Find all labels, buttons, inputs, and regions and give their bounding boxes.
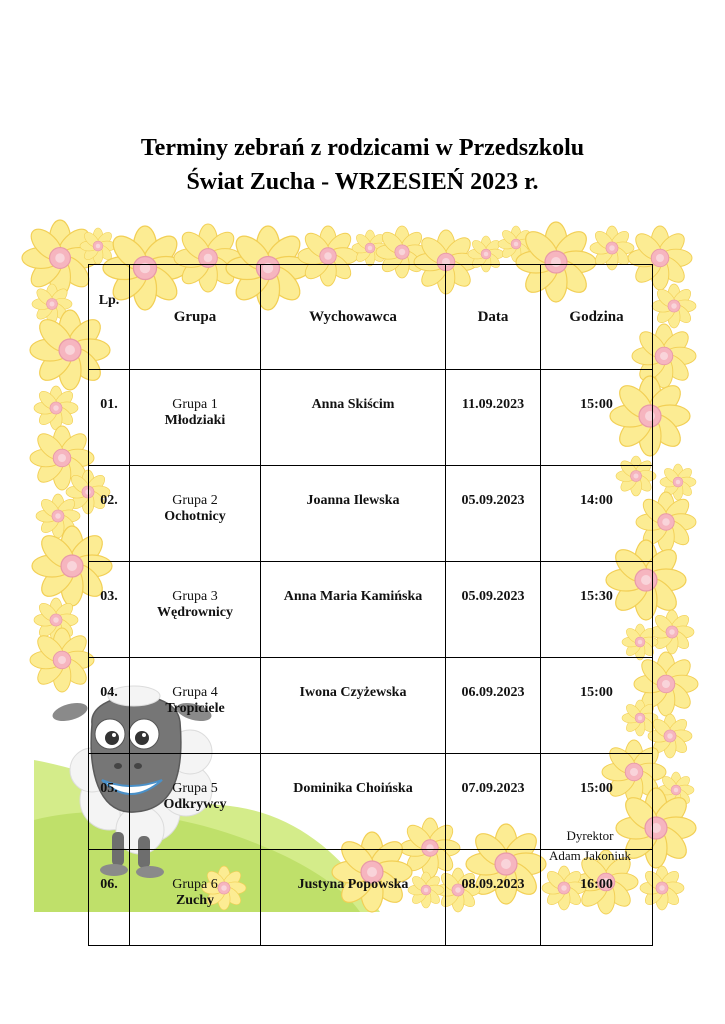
row-lp: 02. [89,466,130,562]
row-date: 06.09.2023 [446,658,541,754]
row-group [130,562,261,658]
row-lp: 01. [89,370,130,466]
row-lp: 05. [89,754,130,850]
flower-icon [34,386,78,430]
signature-name: Adam Jakoniuk [549,848,631,863]
table-row [89,562,653,658]
row-teacher: Justyna Popowska [261,850,446,946]
row-lp: 06. [89,850,130,946]
group-number: Grupa 1 [172,397,218,412]
row-lp: 04. [89,658,130,754]
row-group [130,466,261,562]
column-header-lp: Lp. [89,265,130,370]
row-date: 07.09.2023 [446,754,541,850]
flower-icon [650,610,694,654]
group-name: Zuchy [175,893,215,908]
row-time: 15:00 [541,754,653,850]
row-group [130,370,261,466]
page-title-line-1: Terminy zebrań z rodzicami w Przedszkolu [140,135,585,161]
group-number: Grupa 3 [172,589,218,604]
row-date: 05.09.2023 [446,466,541,562]
row-date: 11.09.2023 [446,370,541,466]
page-title-line-2: Świat Zucha - WRZESIEŃ 2023 r. [186,169,539,195]
row-time: 15:30 [541,562,653,658]
table-row [89,466,653,562]
row-group [130,754,261,850]
group-name: Odkrywcy [163,797,227,812]
row-teacher: Joanna Ilewska [261,466,446,562]
group-name: Wędrownicy [157,605,233,620]
table-row [89,658,653,754]
column-header-group: Grupa [130,265,261,370]
group-number: Grupa 5 [172,781,218,796]
flower-icon [652,284,696,328]
group-number: Grupa 2 [172,493,218,508]
group-number: Grupa 4 [172,685,218,700]
table-row [89,370,653,466]
flower-icon [30,628,94,692]
group-name: Ochotnicy [164,509,226,524]
row-date: 05.09.2023 [446,562,541,658]
row-teacher: Iwona Czyżewska [261,658,446,754]
row-time: 14:00 [541,466,653,562]
group-number: Grupa 6 [172,877,218,892]
row-teacher: Dominika Choińska [261,754,446,850]
group-name: Młodziaki [164,413,226,428]
row-date: 08.09.2023 [446,850,541,946]
row-teacher: Anna Skiścim [261,370,446,466]
column-header-time: Godzina [541,265,653,370]
row-time: 15:00 [541,370,653,466]
signature-role: Dyrektor [566,828,614,843]
row-time: 16:00 [541,850,653,946]
row-teacher: Anna Maria Kamińska [261,562,446,658]
row-group [130,658,261,754]
group-name: Tropiciele [165,701,225,716]
row-time: 15:00 [541,658,653,754]
row-group [130,850,261,946]
row-lp: 03. [89,562,130,658]
table-header-row [89,265,653,370]
column-header-teacher: Wychowawca [261,265,446,370]
column-header-date: Data [446,265,541,370]
